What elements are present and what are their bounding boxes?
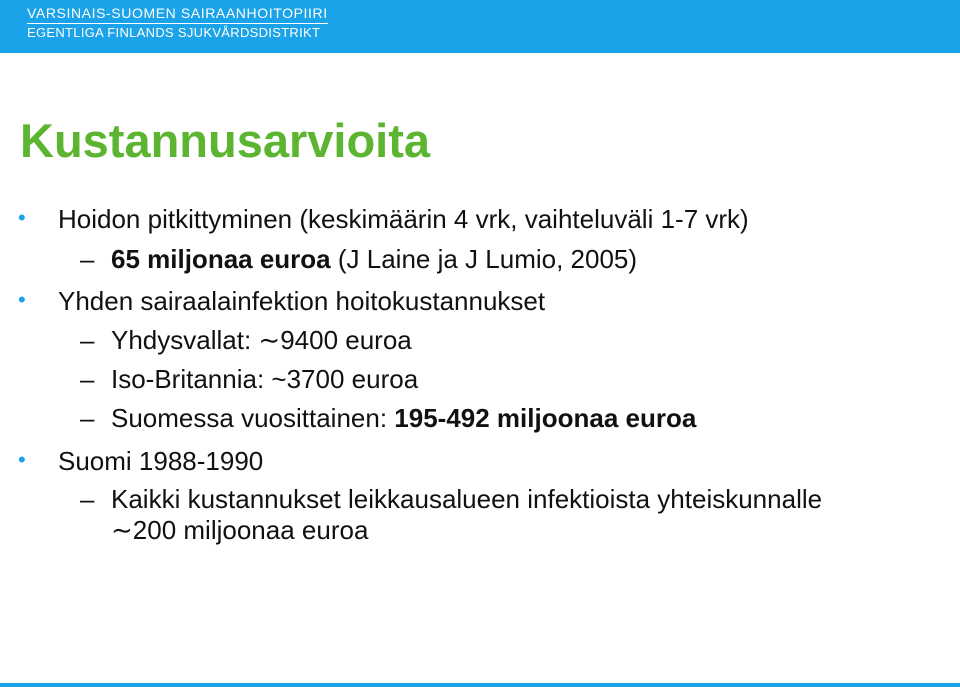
dash-icon: –	[80, 325, 95, 355]
bullet-1-sub-1-rest: (J Laine ja J Lumio, 2005)	[330, 244, 638, 274]
bullet-icon: •	[18, 287, 26, 312]
bullet-3-sub-1-line-1: Kaikki kustannukset leikkausalueen infektioista yhteiskunnalle	[111, 484, 823, 514]
bullet-1-text: Hoidon pitkittyminen (keskimäärin 4 vrk, vaihteluväli 1-7 vrk)	[58, 204, 749, 234]
bullet-icon: •	[18, 447, 26, 472]
org-name-swedish: EGENTLIGA FINLANDS SJUKVÅRDSDISTRIKT	[27, 25, 321, 40]
bullet-2-sub-3-bold: 195-492 miljoonaa euroa	[394, 403, 697, 433]
slide-title: Kustannusarvioita	[20, 114, 431, 167]
footer-line	[0, 683, 960, 687]
bullet-2-sub-3	[111, 402, 696, 434]
bullet-2-sub-2: Iso-Britannia: ~3700 euroa	[111, 364, 419, 394]
bullet-1-sub-1-bold: 65 miljonaa euroa	[111, 244, 331, 274]
dash-icon: –	[80, 244, 95, 274]
bullet-icon: •	[18, 205, 26, 230]
bullet-2-sub-1: Yhdysvallat: ∼9400 euroa	[111, 325, 412, 355]
bullet-3-text: Suomi 1988-1990	[58, 446, 264, 476]
bullet-2-text: Yhden sairaalainfektion hoitokustannukset	[58, 286, 546, 316]
bullet-3-sub-1-line-2: ∼200 miljoonaa euroa	[111, 515, 369, 545]
bullet-1-sub-1	[111, 243, 637, 275]
dash-icon: –	[80, 484, 95, 514]
org-name-finnish: VARSINAIS-SUOMEN SAIRAANHOITOPIIRI	[27, 5, 328, 24]
dash-icon: –	[80, 364, 95, 394]
dash-icon: –	[80, 403, 95, 433]
header-band	[0, 0, 960, 53]
bullet-2-sub-3-text: Suomessa vuosittainen:	[111, 403, 395, 433]
